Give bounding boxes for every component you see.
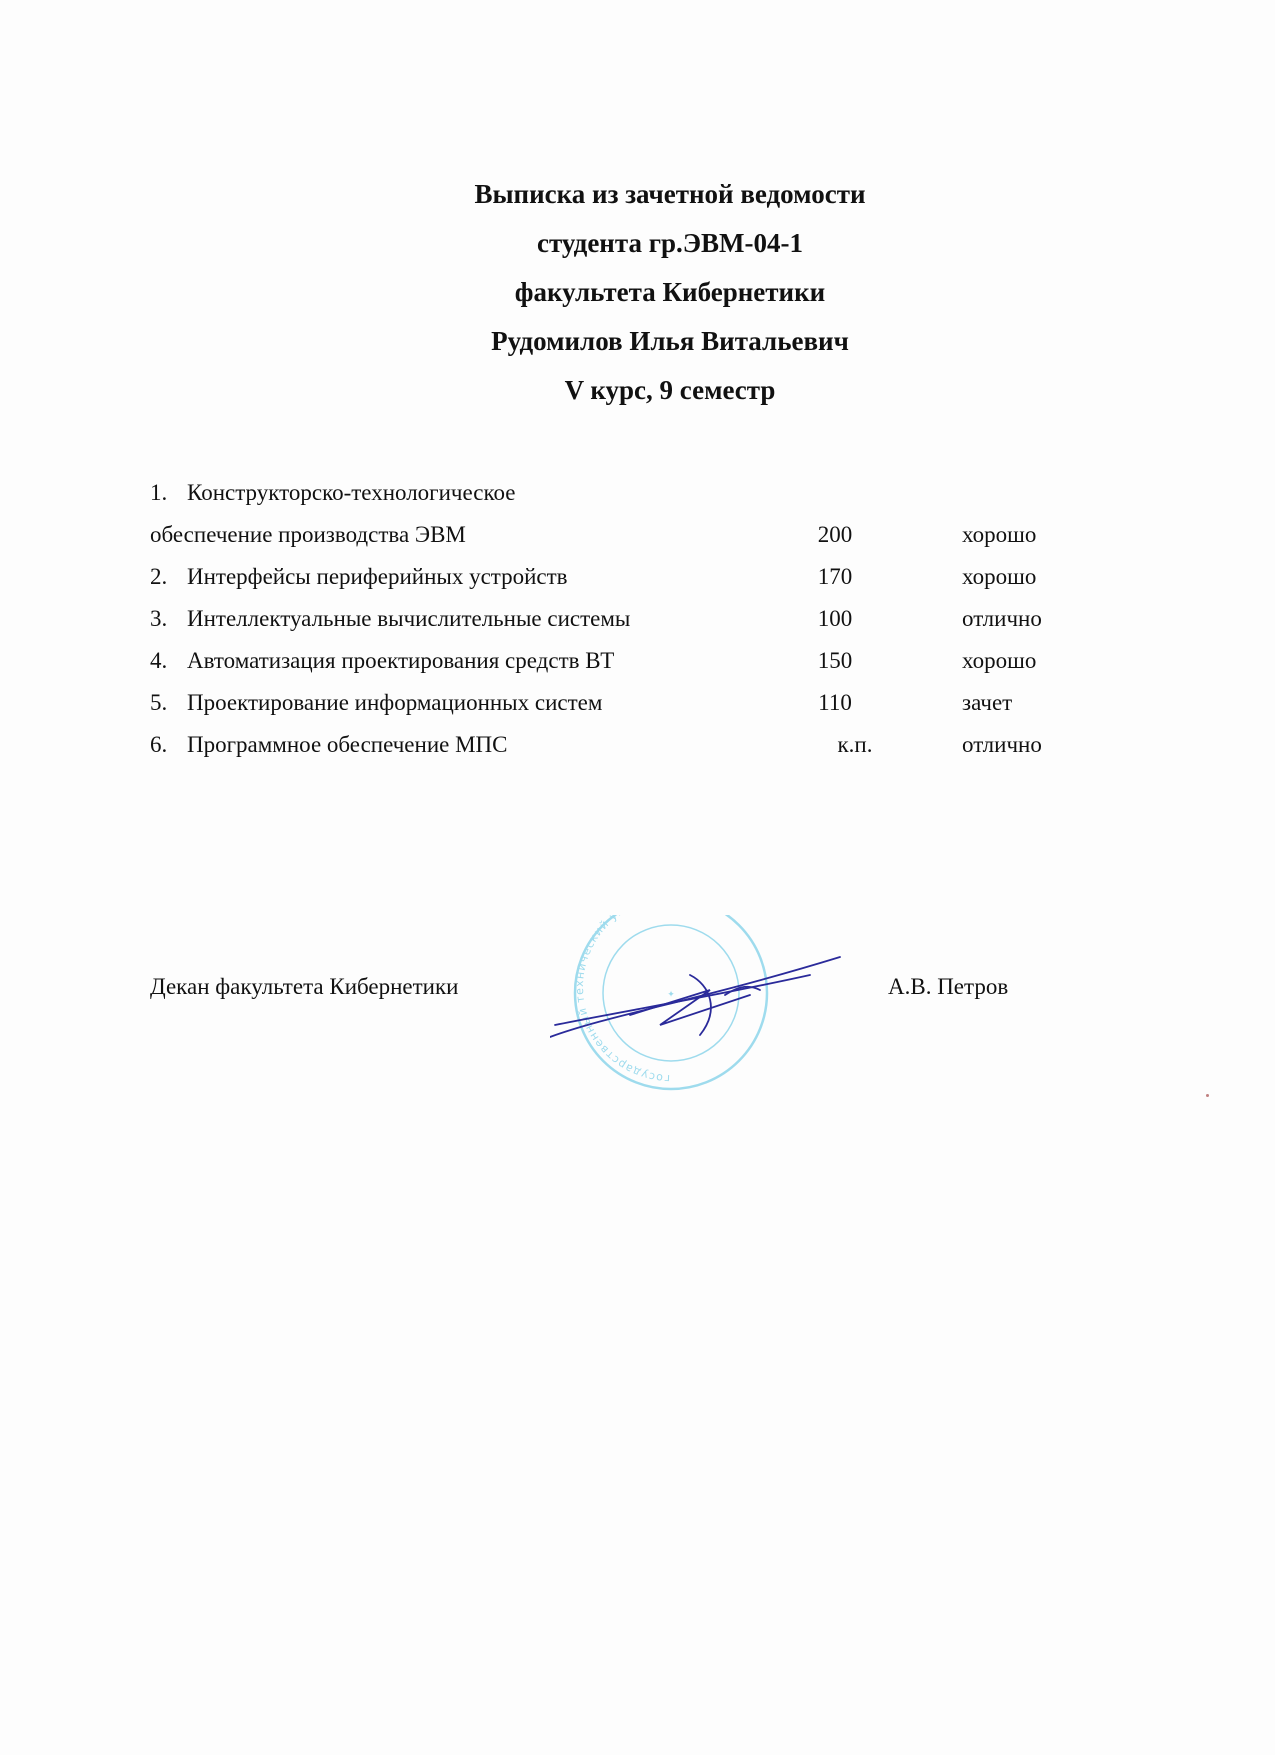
faculty-name: факультета Кибернетики	[514, 277, 826, 307]
svg-text:✦: ✦	[667, 990, 675, 1000]
subject-number: 3.	[150, 606, 168, 631]
subject-title-continued: обеспечение производства ЭВМ	[150, 522, 466, 547]
document-header	[0, 170, 1275, 415]
subject-grade: отлично	[962, 732, 1042, 757]
course-semester: V курс, 9 семестр	[564, 375, 776, 405]
subject-row	[150, 602, 1150, 636]
subject-grade: зачет	[962, 690, 1013, 715]
subject-row	[150, 686, 1150, 720]
subject-number: 6.	[150, 732, 168, 757]
subject-number: 5.	[150, 690, 168, 715]
scan-speck	[1206, 1094, 1209, 1097]
subject-title: Программное обеспечение МПС	[187, 732, 508, 757]
subject-row-continued	[150, 518, 1150, 552]
subject-grade: хорошо	[962, 522, 1037, 547]
subject-title: Автоматизация проектирования средств ВТ	[187, 648, 615, 673]
subject-row	[150, 476, 1150, 510]
stamp-and-signature	[550, 915, 870, 1095]
subject-row	[150, 644, 1150, 678]
subject-hours: 110	[818, 690, 852, 715]
subject-title: Интеллектуальные вычислительные системы	[187, 606, 631, 631]
subject-grade: отлично	[962, 606, 1042, 631]
subject-number: 1.	[150, 480, 168, 505]
subject-hours: 200	[817, 522, 853, 547]
stamp-ring-text: государственный технический у	[572, 915, 671, 1086]
student-group: студента гр.ЭВМ-04-1	[536, 228, 804, 258]
subject-hours: 100	[817, 606, 853, 631]
subject-hours: 150	[817, 648, 853, 673]
subject-grade: хорошо	[962, 564, 1037, 589]
dean-name: А.В. Петров	[888, 974, 1009, 999]
subject-number: 2.	[150, 564, 168, 589]
subject-hours: 170	[817, 564, 853, 589]
subject-row	[150, 560, 1150, 594]
subject-title: Конструкторско-технологическое	[187, 480, 516, 505]
subject-grade: хорошо	[962, 648, 1037, 673]
subject-number: 4.	[150, 648, 168, 673]
subject-hours: к.п.	[837, 732, 873, 757]
dean-title: Декан факультета Кибернетики	[150, 974, 459, 999]
document-title: Выписка из зачетной ведомости	[474, 179, 866, 209]
student-name: Рудомилов Илья Витальевич	[491, 326, 849, 356]
subject-title: Интерфейсы периферийных устройств	[187, 564, 568, 589]
subject-row	[150, 728, 1150, 762]
subject-title: Проектирование информационных систем	[187, 690, 603, 715]
stamp-icon	[550, 915, 870, 1095]
